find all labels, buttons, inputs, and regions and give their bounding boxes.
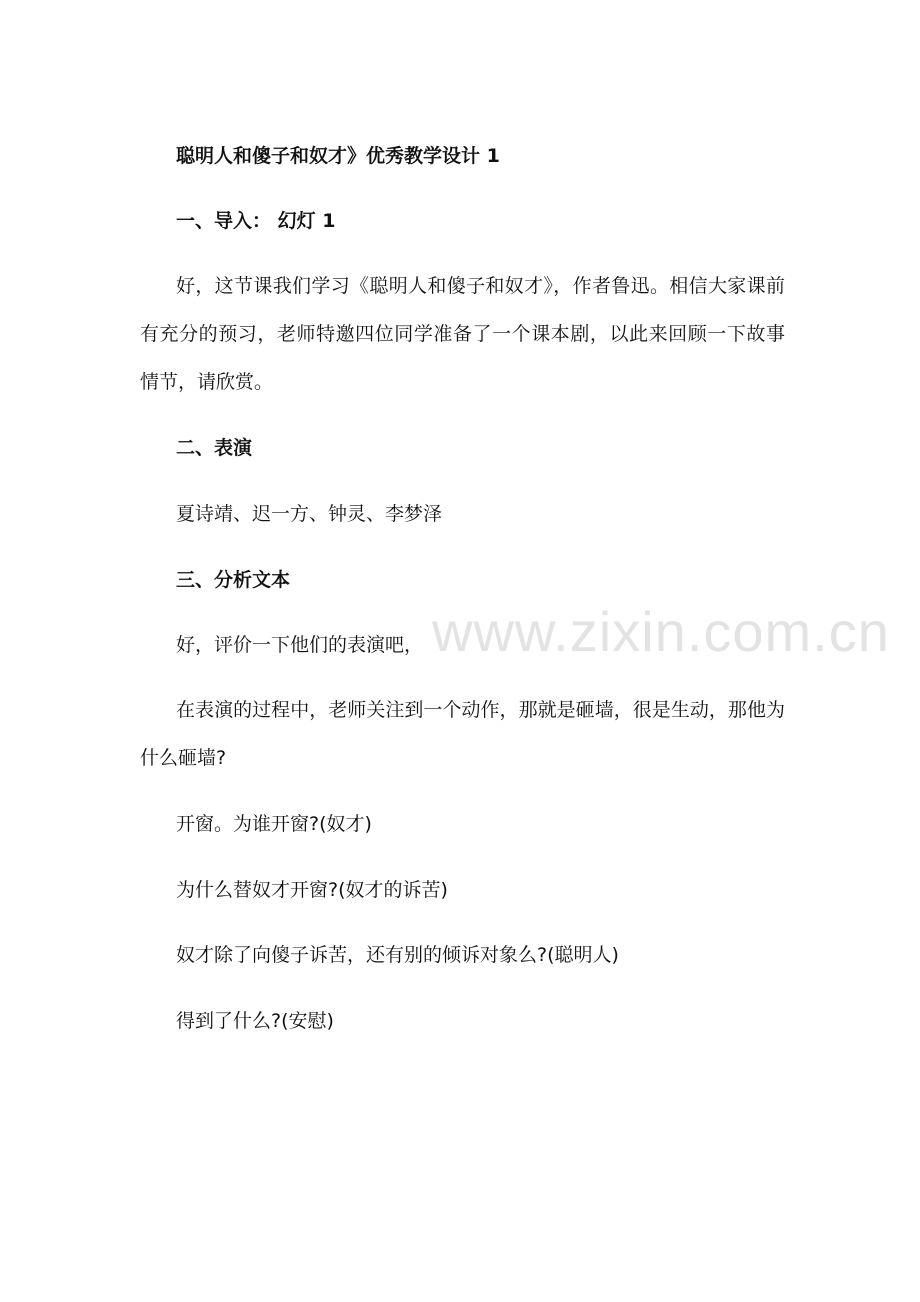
section-heading-performance: 二、表演 <box>176 437 253 459</box>
paragraph-performers: 夏诗靖、迟一方、钟灵、李梦泽 <box>176 503 443 525</box>
section-heading-intro: 一、导入： 幻灯 1 <box>176 210 336 232</box>
paragraph-comfort: 得到了什么?(安慰) <box>176 1010 334 1032</box>
section-heading-analysis: 三、分析文本 <box>176 569 291 591</box>
paragraph-window: 开窗。为谁开窗?(奴才) <box>176 813 372 835</box>
paragraph-intro: 好，这节课我们学习《聪明人和傻子和奴才》，作者鲁迅。相信大家课前有充分的预习，老师特邀四位同学准备了一个课本剧，以此来回顾一下故事情节，请欣赏。 <box>140 275 785 393</box>
document-title: 聪明人和傻子和奴才》优秀教学设计 1 <box>176 145 500 167</box>
paragraph-wall: 在表演的过程中，老师关注到一个动作，那就是砸墙，很是生动，那他为什么砸墙? <box>140 699 785 769</box>
paragraph-evaluate: 好，评价一下他们的表演吧， <box>176 634 424 656</box>
paragraph-why-window: 为什么替奴才开窗?(奴才的诉苦) <box>176 879 448 901</box>
watermark: www.zixin.com.cn <box>432 600 890 663</box>
paragraph-other-listener: 奴才除了向傻子诉苦，还有别的倾诉对象么?(聪明人) <box>176 944 619 966</box>
